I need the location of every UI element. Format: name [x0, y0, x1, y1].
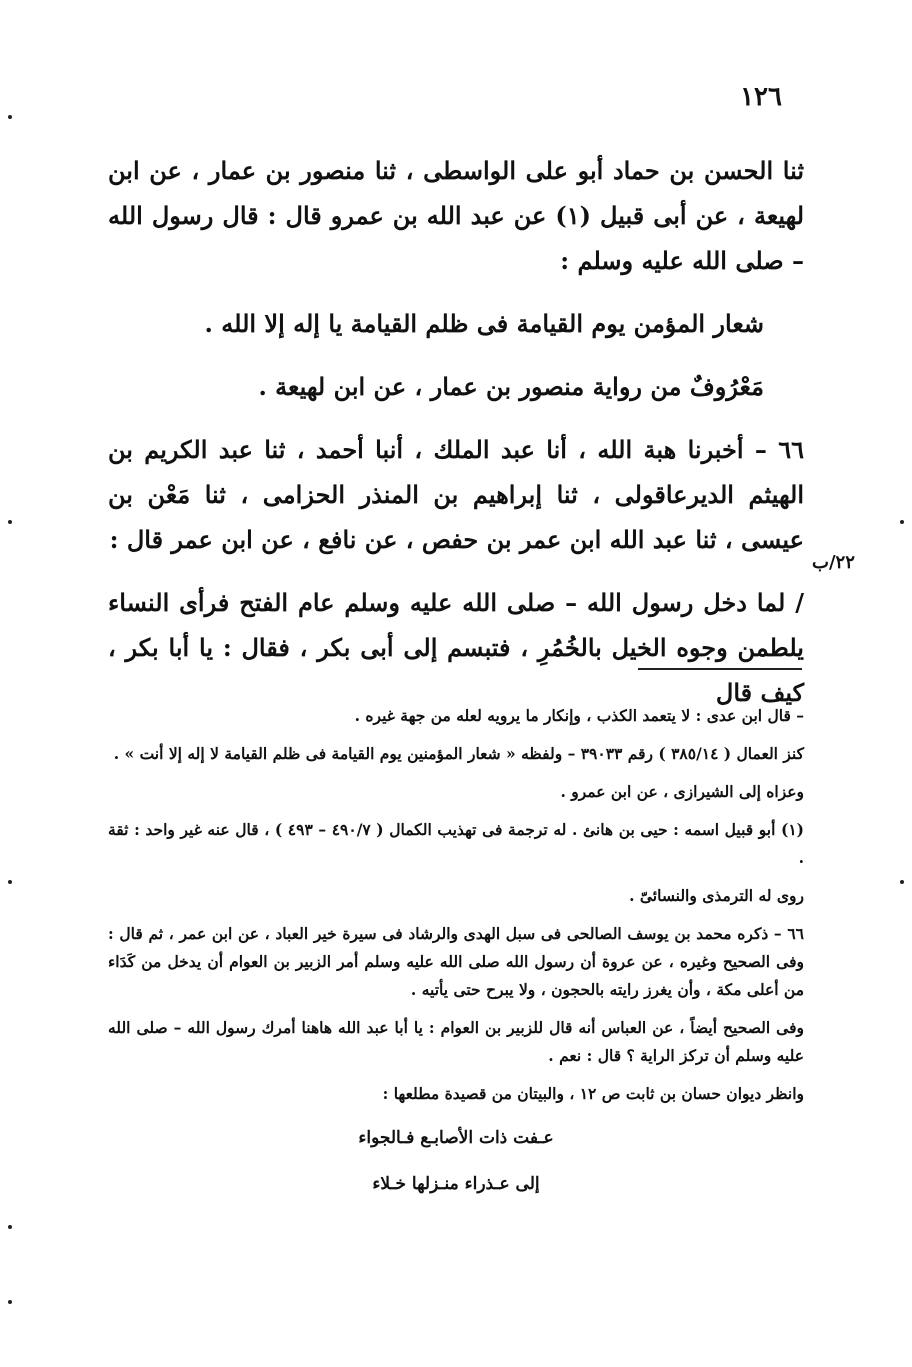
footnote-divider	[638, 668, 802, 670]
scan-speck	[8, 1225, 12, 1229]
paragraph-note: مَعْرُوفٌ من رواية منصور بن عمار ، عن ابن لهيعة .	[258, 372, 764, 401]
scan-speck	[900, 880, 904, 884]
paragraph-hadith: شعار المؤمن يوم القيامة فى ظلم القيامة يا إله إلا الله .	[204, 309, 764, 338]
verse-line: إلى عـذراء منـزلها خـلاء	[372, 1174, 540, 1194]
main-text	[108, 148, 804, 715]
scan-speck	[8, 520, 12, 524]
paragraph-continuation: / لما دخل رسول الله – صلى الله عليه وسلم عام الفتح فرأى النساء يلطمن وجوه الخيل بالخُمُرِ ، فتبسم إلى أبى بكر ، فقال : يا أبا بكر ، كيف قال	[108, 588, 804, 707]
footnote-line: ٦٦ – ذكره محمد بن يوسف الصالحى فى سبل الهدى والرشاد فى سيرة خير العباد ، عن ابن عمر ، ثم قال : وفى الصحيح وغيره ، عن عروة أن رسول الله صلى الله عليه وسلم أمر الزبير بن العوام أن يدخل من كَدَاء من أعلى مكة ، وأن يغرز رايته بالحجون ، ولا يبرح حتى يأتيه .	[108, 924, 804, 999]
page-number: ١٢٦	[740, 82, 782, 112]
footnote-line: وانظر ديوان حسان بن ثابت ص ١٢ ، والبيتان من قصيدة مطلعها :	[382, 1084, 804, 1103]
footnote-line: (١) أبو قبيل اسمه : حيى بن هانئ . له ترجمة فى تهذيب الكمال ( ٤٩٠/٧ – ٤٩٣ ) ، قال عنه غير واحد : ثقة .	[108, 820, 804, 867]
footnote-line: روى له الترمذى والنسائىّ .	[629, 886, 804, 905]
footnote-line: – قال ابن عدى : لا يتعمد الكذب ، وإنكار ما يرويه لعله من جهة غيره .	[354, 706, 804, 725]
footnote-line: وعزاه إلى الشيرازى ، عن ابن عمرو .	[560, 782, 804, 801]
paragraph-chain: ثنا الحسن بن حماد أبو على الواسطى ، ثنا منصور بن عمار ، عن ابن لهيعة ، عن أبى قبيل (١) عن عبد الله بن عمرو قال : قال رسول الله – صلى الله عليه وسلم :	[108, 156, 805, 275]
scan-speck	[8, 880, 12, 884]
margin-folio-ref: ٢٢/ب	[812, 552, 855, 573]
footnote-line: وفى الصحيح أيضاً ، عن العباس أنه قال للزبير بن العوام : يا أبا عبد الله هاهنا أمرك رسول الله – صلى الله عليه وسلم أن تركز الراية ؟ قال : نعم .	[108, 1018, 804, 1065]
footnote-line: كنز العمال ( ٣٨٥/١٤ ) رقم ٣٩٠٣٣ – ولفظه « شعار المؤمنين يوم القيامة فى ظلم القيامة لا إله إلا أنت » .	[113, 744, 804, 763]
footnotes	[108, 702, 804, 1210]
verse-line: عـفت ذات الأصابـع فـالجواء	[358, 1128, 554, 1148]
scan-speck	[8, 1300, 12, 1304]
scan-speck	[900, 520, 904, 524]
scan-speck	[8, 115, 12, 119]
paragraph-66: ٦٦ – أخبرنا هبة الله ، أنا عبد الملك ، أنبا أحمد ، ثنا عبد الكريم بن الهيثم الديرعاقولى ، ثنا إبراهيم بن المنذر الحزامى ، ثنا مَعْن بن عيسى ، ثنا عبد الله ابن عمر بن حفص ، عن نافع ، عن ابن عمر قال :	[108, 435, 804, 554]
